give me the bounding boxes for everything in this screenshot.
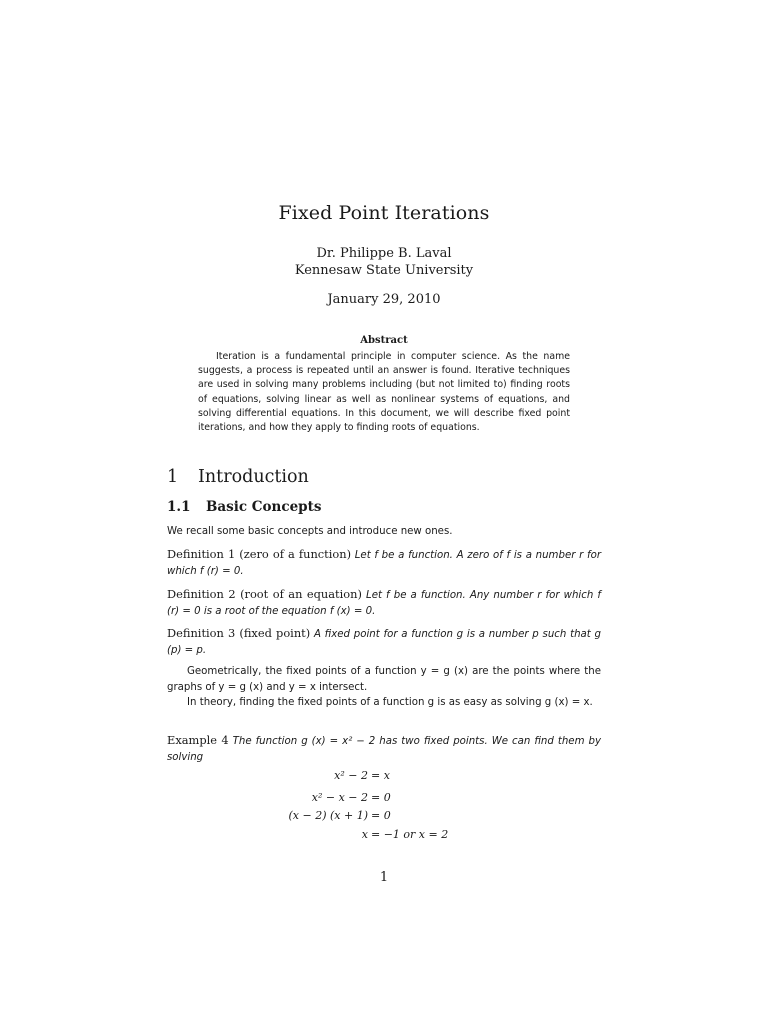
definition-3-label: Definition 3 (fixed point): [167, 626, 311, 640]
section-heading: [167, 467, 309, 487]
definition-2-text: Let f be a function. Any number r for which f (r) = 0 is a root of the equation f (x) = 0.: [167, 590, 601, 617]
subsection-title: Basic Concepts: [206, 499, 322, 515]
definition-2: [167, 587, 601, 619]
equation-4-lhs: x: [361, 828, 368, 841]
geometry-paragraph: [167, 664, 601, 711]
intro-paragraph: [167, 524, 601, 540]
author-affiliation: Kennesaw State University: [294, 263, 474, 278]
equation-3-rhs: = 0: [371, 809, 391, 822]
subsection-heading: [167, 499, 321, 515]
example-4-text: The function g (x) = x² − 2 has two fixed points. We can find them by solving: [167, 736, 601, 763]
equation-4-rhs: = −1 or x = 2: [371, 828, 449, 841]
definition-2-label: Definition 2 (root of an equation): [167, 587, 362, 601]
equation-3-lhs: (x − 2) (x + 1): [288, 809, 368, 822]
definition-1-label: Definition 1 (zero of a function): [167, 547, 352, 561]
abstract-body: [198, 350, 570, 435]
equation-2-lhs: x² − x − 2: [311, 791, 368, 804]
equation-1-lhs: x² − 2: [334, 769, 368, 782]
section-title: Introduction: [198, 467, 309, 487]
author-name: Dr. Philippe B. Laval: [316, 246, 452, 261]
definition-1: [167, 547, 601, 579]
definition-3: [167, 626, 601, 658]
paper-date: January 29, 2010: [327, 292, 441, 307]
subsection-number: 1.1: [167, 499, 191, 515]
equation-1-rhs: = x: [371, 769, 390, 782]
page-number: 1: [379, 870, 389, 885]
intro-text: We recall some basic concepts and introduce new ones.: [167, 526, 453, 537]
example-4-label: Example 4: [167, 733, 229, 747]
abstract-text: Iteration is a fundamental principle in computer science. As the name suggests, a process is repeated until an answer is found. Iterative techniques are used in solving many problems including (but not limited to) finding roots of equations, solving linear as well as nonlinear systems of equations, and solving differential equations. In this document, we will describe fixed point iterations, and how they apply to finding roots of equations.: [198, 351, 570, 434]
example-4: [167, 733, 601, 765]
paper-title: Fixed Point Iterations: [278, 202, 490, 224]
definition-1-text: Let f be a function. A zero of f is a number r for which f (r) = 0.: [167, 550, 602, 577]
equation-2-rhs: = 0: [371, 791, 391, 804]
section-number: 1: [167, 467, 179, 487]
definition-3-text: A fixed point for a function g is a number p such that g (p) = p.: [167, 629, 602, 656]
paragraph-1: Geometrically, the fixed points of a function y = g (x) are the points where the graphs of y = g (x) and y = x intersect.: [167, 666, 601, 693]
paragraph-2: In theory, finding the fixed points of a function g is as easy as solving g (x) = x.: [187, 697, 593, 708]
abstract-heading: Abstract: [360, 335, 408, 346]
